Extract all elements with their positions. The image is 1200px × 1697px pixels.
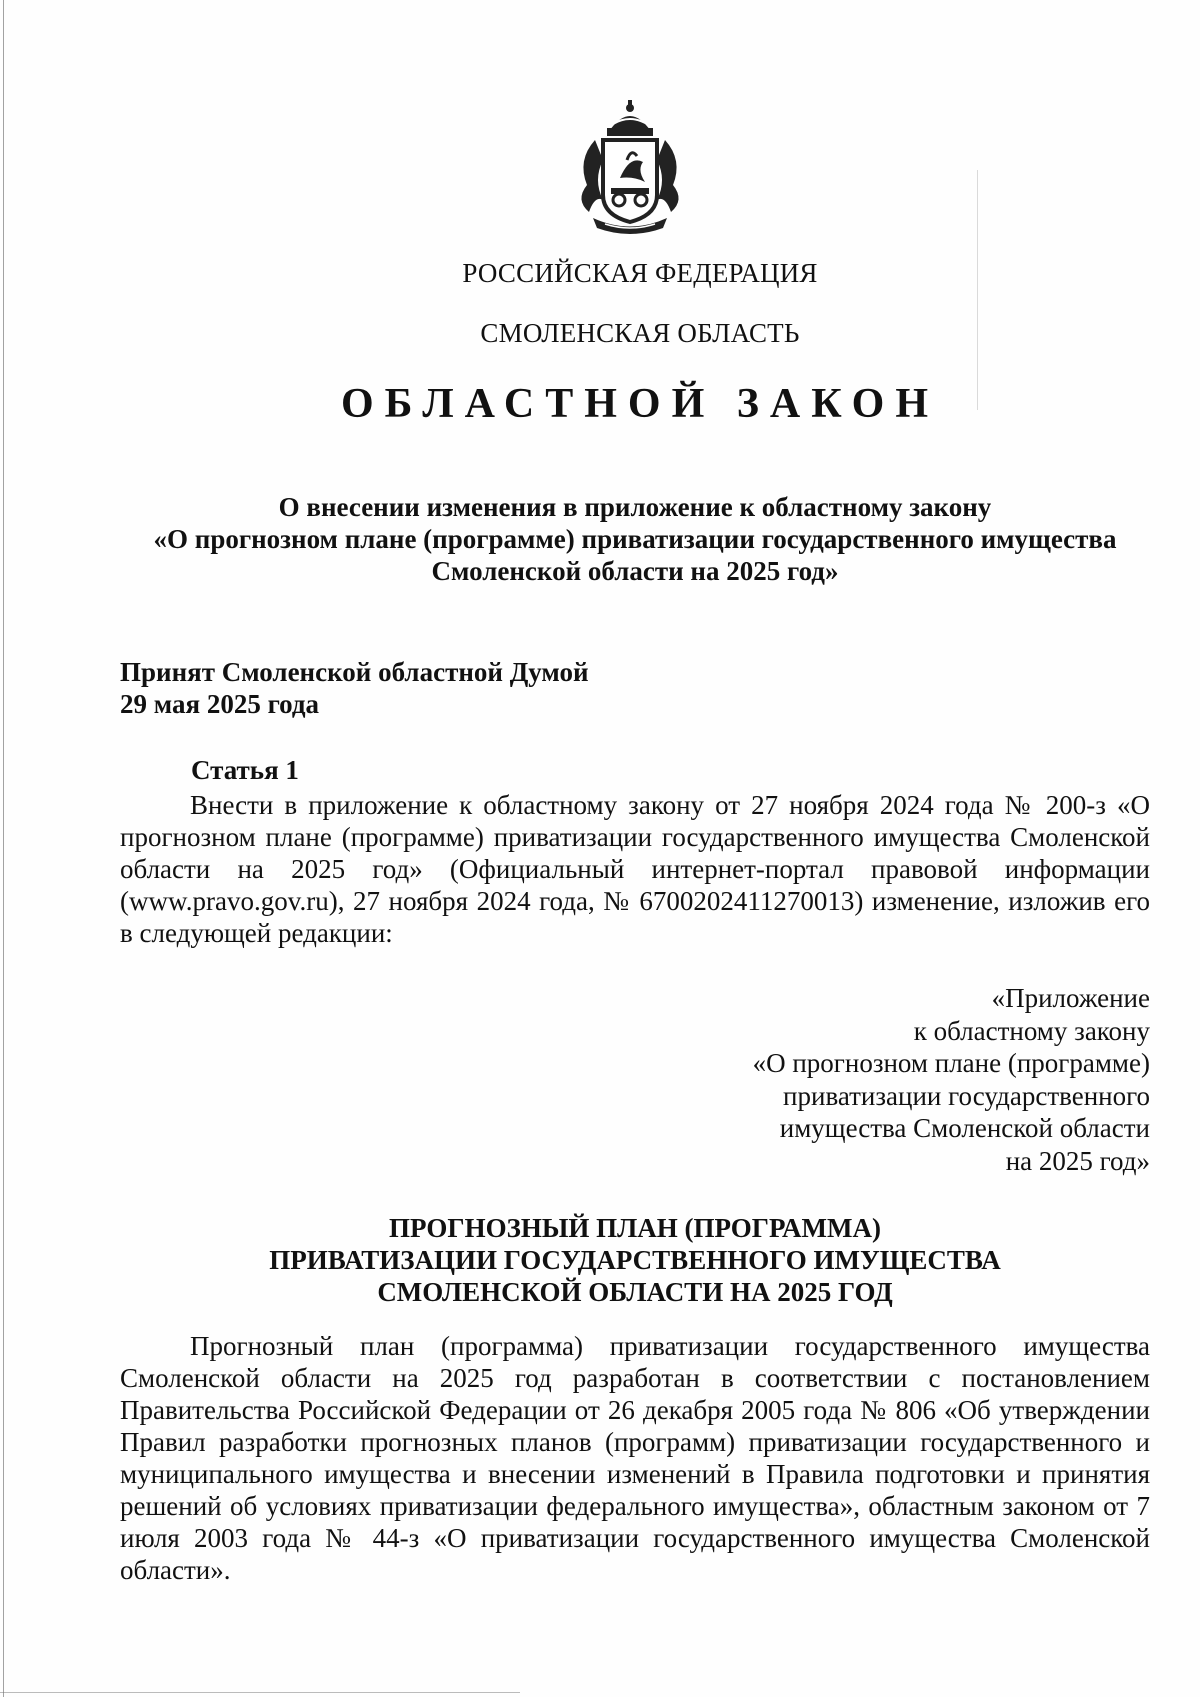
scan-artifact-line: [977, 170, 978, 410]
article-heading: Статья 1: [191, 755, 299, 785]
appendix-line: «О прогнозном плане (программе): [752, 1048, 1150, 1078]
scan-edge-line: [3, 0, 4, 1697]
doc-type-title: ОБЛАСТНОЙ ЗАКОН: [340, 381, 940, 427]
country-heading: РОССИЙСКАЯ ФЕДЕРАЦИЯ: [462, 258, 818, 288]
adoption-info: [120, 656, 589, 720]
appendix-reference: [600, 982, 1150, 1177]
subject-line-2: «О прогнозном плане (программе) приватизации государственного имущества: [153, 524, 1117, 554]
scan-bottom-line: [0, 1692, 520, 1693]
law-subject: [120, 491, 1150, 587]
plan-title-line-3: СМОЛЕНСКОЙ ОБЛАСТИ НА 2025 ГОД: [377, 1277, 893, 1307]
region-heading: СМОЛЕНСКАЯ ОБЛАСТЬ: [480, 318, 800, 348]
appendix-line: к областному закону: [913, 1015, 1150, 1046]
plan-title-line-2: ПРИВАТИЗАЦИИ ГОСУДАРСТВЕННОГО ИМУЩЕСТВА: [269, 1245, 1001, 1275]
article-text: [120, 789, 1150, 949]
appendix-line: «Приложение: [991, 983, 1150, 1013]
plan-body: Прогнозный план (программа) приватизации государственного имущества Смоленской области на 2025 год разработан в соответствии с постановлением Правительства Российской Федерации от 26 декабря 2005 года № 806 «Об утверждении Правил разработки прогнозных планов (программ) приватизации государственного и муниципального имущества и внесении изменений в Правила подготовки и принятия решений об условиях приватизации федерального имущества», областным законом от 7 июля 2003 года № 44-з «О приватизации государственного имущества Смоленской области».: [120, 1331, 1150, 1585]
appendix-line: на 2025 год»: [1005, 1145, 1150, 1176]
subject-line-1: О внесении изменения в приложение к областному закону: [278, 492, 992, 522]
appendix-line: имущества Смоленской области: [779, 1113, 1150, 1143]
plan-title: [120, 1212, 1150, 1308]
plan-paragraph: [120, 1330, 1150, 1586]
subject-line-3: Смоленской области на 2025 год»: [431, 556, 839, 586]
appendix-line: приватизации государственного: [783, 1080, 1150, 1111]
adoption-body: Принят Смоленской областной Думой: [120, 657, 589, 687]
adoption-date: 29 мая 2025 года: [120, 689, 320, 719]
coat-of-arms-icon: [575, 100, 685, 235]
article-body: Внести в приложение к областному закону от 27 ноября 2024 года № 200-з «О прогнозном плане (программе) приватизации государственного имущества Смоленской области на 2025 год» (Официальный интернет-портал правовой информации (www.pravo.gov.ru), 27 ноября 2024 года, № 6700202411270013) изменение, изложив его в следующей редакции:: [120, 790, 1150, 948]
plan-title-line-1: ПРОГНОЗНЫЙ ПЛАН (ПРОГРАММА): [389, 1213, 881, 1243]
